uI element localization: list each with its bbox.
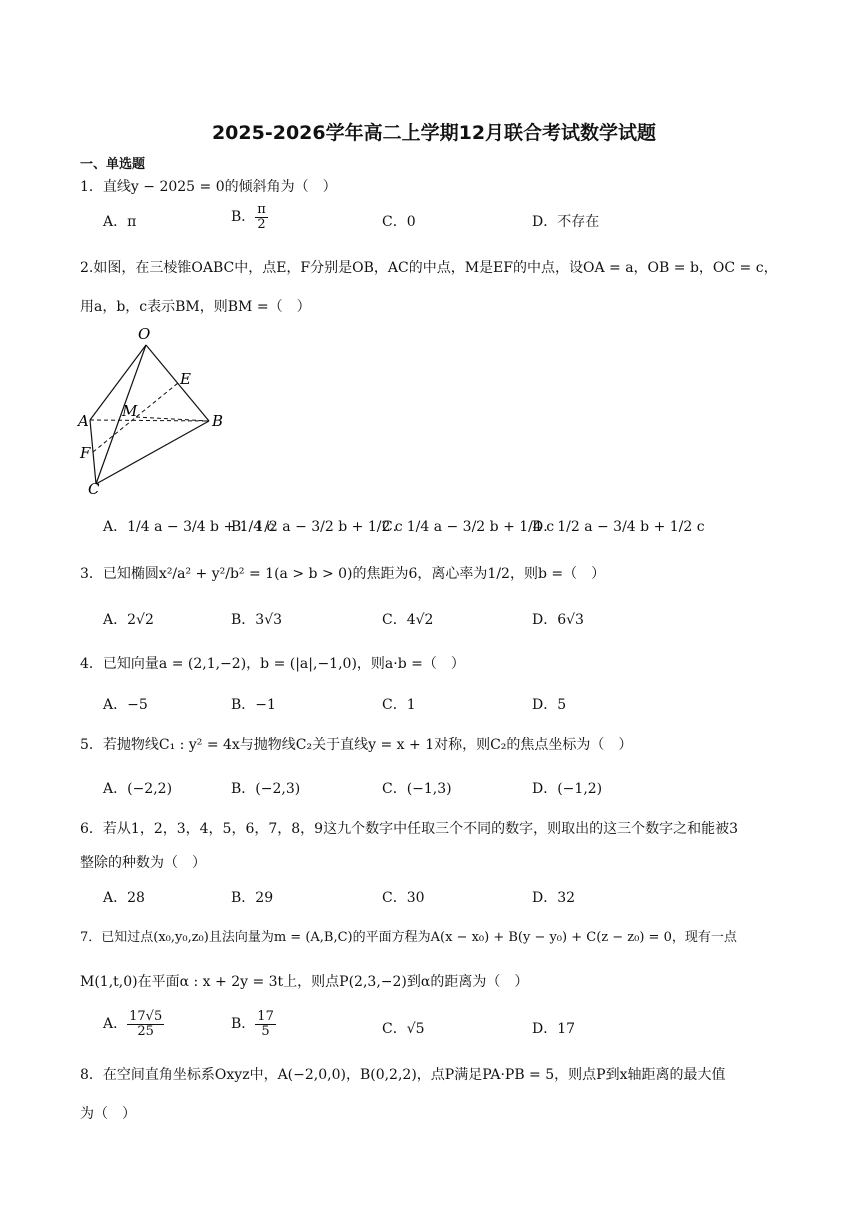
q7-option-a: A． $\frac{17√5}{25}$: [103, 1009, 163, 1039]
q5-option-a: A．(−2,2): [103, 781, 173, 797]
label-e: E: [180, 370, 191, 388]
label-a: A: [78, 412, 89, 430]
question-6-line1: 6．若从1，2，3，4，5，6，7，8，9这九个数字中任取三个不同的数字，则取出的这三个数字之和能被3: [80, 821, 738, 837]
q5-option-d: D．(−1,2): [532, 781, 603, 797]
section-heading: 一、单选题: [80, 157, 146, 172]
q1-option-a: A．π: [103, 214, 137, 230]
edge-oa: [90, 345, 146, 420]
edge-ab-dashed: [90, 420, 209, 421]
question-8-line2: 为（ ）: [80, 1106, 136, 1122]
page-title: 2025-2026学年高二上学期12月联合考试数学试题: [211, 122, 657, 144]
label-o: O: [138, 325, 151, 343]
q6-option-d: D．32: [532, 890, 576, 906]
label-f: F: [80, 444, 91, 462]
question-2-line2: 用a，b，c表示BM，则BM =（ ）: [80, 299, 311, 315]
edge-cb: [96, 421, 209, 484]
q2-option-c: C．1/4 a − 3/2 b + 1/4 c: [382, 519, 555, 535]
q3-option-a: A．2√2: [103, 612, 154, 628]
q2-option-b: B．1/2 a − 3/2 b + 1/2 c: [231, 519, 403, 535]
q6-option-c: C．30: [382, 890, 425, 906]
q1-option-c: C．0: [382, 214, 416, 230]
label-m: M: [122, 402, 138, 420]
ellipse-equation: x²/a² + y²/b² = 1(a > b > 0): [158, 566, 353, 582]
question-3-stem: 3．已知椭圆x²/a² + y²/b² = 1(a > b > 0)的焦距为6，离心率为1/2，则b =（ ）: [80, 566, 606, 582]
q4-option-c: C．1: [382, 697, 416, 713]
q3-option-c: C．4√2: [382, 612, 434, 628]
tetrahedron-figure: [76, 322, 236, 498]
q1-option-b: B． $\frac{\pi}{2}$: [231, 202, 266, 232]
q4-option-b: B．−1: [231, 697, 276, 713]
question-5-stem: 5．若抛物线C₁ : y² = 4x与抛物线C₂关于直线y = x + 1对称，则C₂的焦点坐标为（ ）: [80, 737, 633, 753]
q3-option-b: B．3√3: [231, 612, 283, 628]
q2-option-a: A．1/4 a − 3/4 b + 1/4 c: [103, 519, 275, 535]
label-b: B: [212, 412, 224, 430]
question-8-line1: 8．在空间直角坐标系Oxyz中，A(−2,0,0)，B(0,2,2)，点P满足PA·PB = 5，则点P到x轴距离的最大值: [80, 1067, 726, 1083]
q4-option-d: D．5: [532, 697, 567, 713]
q7-option-b: B． $\frac{17}{5}$: [231, 1009, 274, 1039]
q7-option-d: D．17: [532, 1021, 576, 1037]
question-7-line2: M(1,t,0)在平面α : x + 2y = 3t上，则点P(2,3,−2)到α的距离为（ ）: [80, 974, 529, 990]
question-7-line1: 7．已知过点(x₀,y₀,z₀)且法向量为m = (A,B,C)的平面方程为A(x − x₀) + B(y − y₀) + C(z − z₀) = 0，现有一点: [80, 930, 737, 945]
question-6-line2: 整除的种数为（ ）: [80, 855, 206, 871]
q6-option-b: B．29: [231, 890, 274, 906]
q7-option-c: C．√5: [382, 1021, 425, 1037]
edge-ob: [146, 345, 209, 421]
question-2-line1: 2.如图，在三棱锥OABC中，点E，F分别是OB，AC的中点，M是EF的中点，设OA = a，OB = b，OC = c，: [80, 260, 778, 276]
question-1-stem: 1．直线y − 2025 = 0的倾斜角为（ ）: [80, 179, 337, 195]
question-4-stem: 4．已知向量a = (2,1,−2)，b = (|a|,−1,0)，则a·b =（ ）: [80, 656, 465, 672]
q6-option-a: A．28: [103, 890, 145, 906]
q5-option-c: C．(−1,3): [382, 781, 452, 797]
q1-option-d: D．不存在: [532, 214, 600, 230]
q2-option-d: D．1/2 a − 3/4 b + 1/2 c: [532, 519, 705, 535]
q5-option-b: B．(−2,3): [231, 781, 301, 797]
q3-option-d: D．6√3: [532, 612, 584, 628]
label-c: C: [88, 480, 100, 498]
q4-option-a: A．−5: [103, 697, 148, 713]
